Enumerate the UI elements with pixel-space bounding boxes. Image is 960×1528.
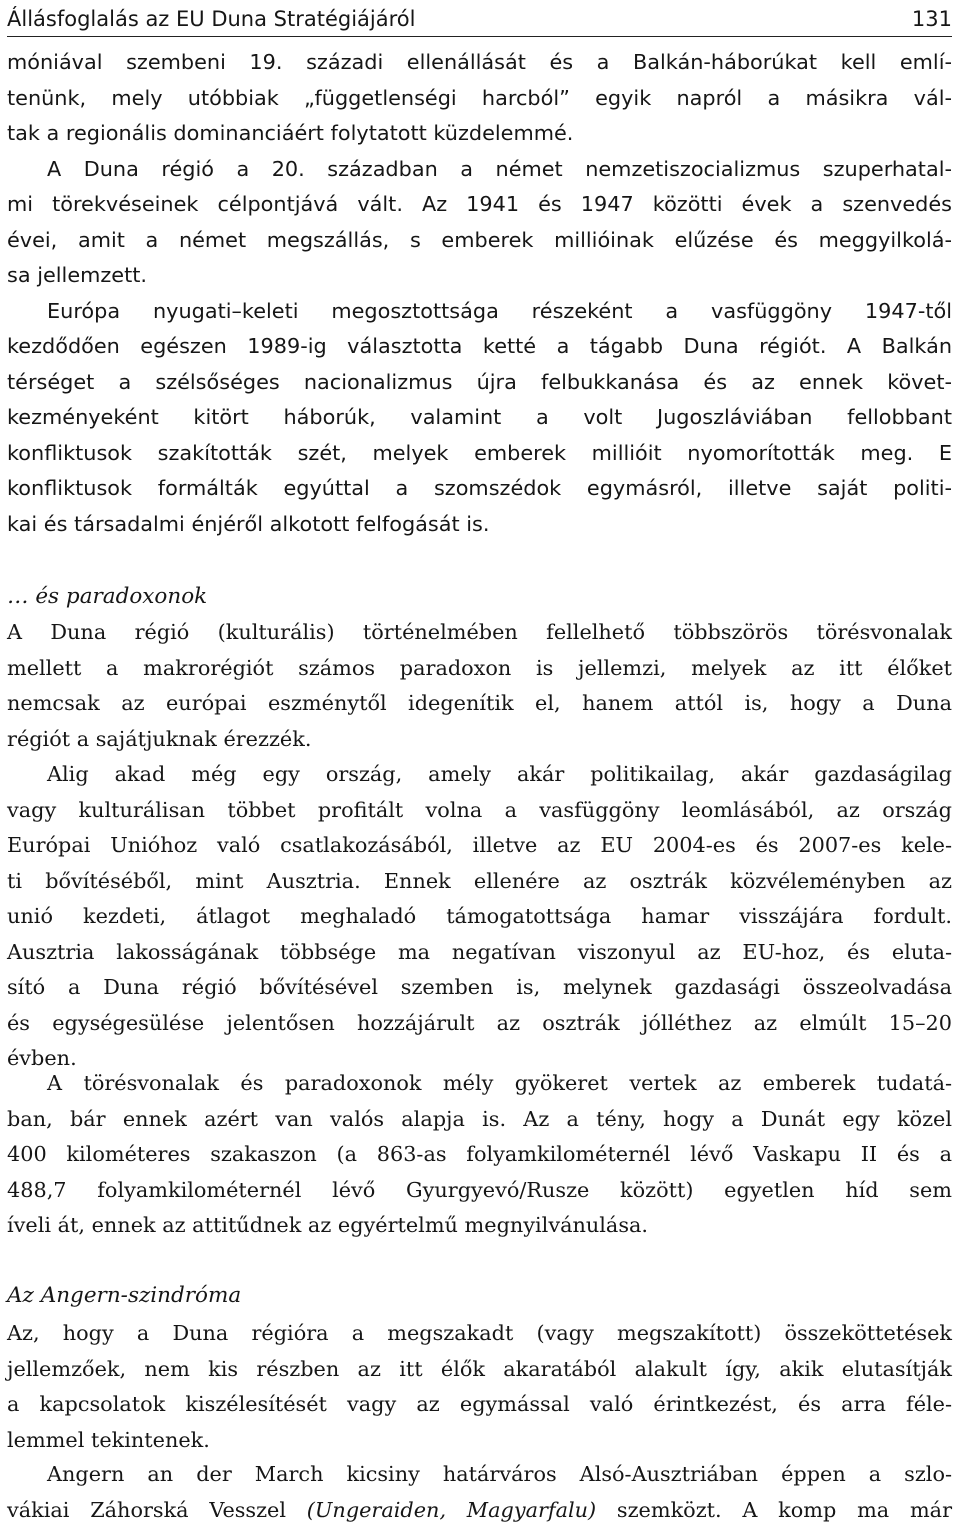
text-line: jellemzőek, nem kis részben az itt élők akaratából alakult így, akik elutasítják (7, 1352, 952, 1388)
text-line: sa jellemzett. (7, 258, 952, 294)
text-line: a kapcsolatok kiszélesítését vagy az egymással való érintkezést, és arra féle- (7, 1387, 952, 1423)
text-line: unió kezdeti, átlagot meghaladó támogatottsága hamar visszájára fordult. (7, 899, 952, 935)
text-line: Ausztria lakosságának többsége ma negatívan viszonyul az EU-hoz, és eluta- (7, 935, 952, 971)
page-number: 131 (912, 2, 952, 36)
text-line: évei, amit a német megszállás, s emberek millióinak elűzése és meggyilkolá- (7, 223, 952, 259)
paragraph (7, 615, 952, 757)
text-line: évben. (7, 1041, 952, 1077)
text-line: konfliktusok szakították szét, melyek emberek millióit nyomorították meg. E (7, 436, 952, 472)
text-line: Európai Unióhoz való csatlakozásából, illetve az EU 2004-es és 2007-es kele- (7, 828, 952, 864)
text-line: nemcsak az európai eszménytől idegenítik el, hanem attól is, hogy a Duna (7, 686, 952, 722)
text-line: mi törekvéseinek célpontjává vált. Az 1941 és 1947 közötti évek a szenvedés (7, 187, 952, 223)
text-line: A Duna régió (kulturális) történelmében fellelhető többszörös törésvonalak (7, 615, 952, 651)
text-line: kezményeként kitört háborúk, valamint a volt Jugoszláviában fellobbant (7, 400, 952, 436)
running-header (7, 2, 952, 37)
paragraph (7, 1457, 952, 1528)
text-span: vákiai Záhorská Vesszel (7, 1498, 307, 1522)
text-line: móniával szembeni 19. századi ellenállását és a Balkán-háborúkat kell emlí- (7, 45, 952, 81)
text-line (7, 1493, 952, 1528)
text-line: 488,7 folyamkilométernél lévő Gyurgyevó/Rusze között) egyetlen híd sem (7, 1173, 952, 1209)
text-line: kai és társadalmi énjéről alkotott felfogását is. (7, 507, 952, 543)
paragraph (7, 757, 952, 1077)
text-line: kezdődően egészen 1989-ig választotta ketté a tágabb Duna régiót. A Balkán (7, 329, 952, 365)
text-line: Európa nyugati–keleti megosztottsága részeként a vasfüggöny 1947-től (7, 294, 952, 330)
paragraph (7, 1316, 952, 1458)
text-line: tak a regionális dominanciáért folytatott küzdelemmé. (7, 116, 952, 152)
text-line: és egységesülése jelentősen hozzájárult az osztrák jólléthez az elmúlt 15–20 (7, 1006, 952, 1042)
text-line: sító a Duna régió bővítésével szemben is, melynek gazdasági összeolvadása (7, 970, 952, 1006)
text-line: A törésvonalak és paradoxonok mély gyökeret vertek az emberek tudatá- (7, 1066, 952, 1102)
italic-span: (Ungeraiden, Magyarfalu) (307, 1498, 596, 1522)
text-line: mellett a makrorégiót számos paradoxon is jellemzi, melyek az itt élőket (7, 651, 952, 687)
text-line: tenünk, mely utóbbiak „függetlenségi harcból” egyik napról a másikra vál- (7, 81, 952, 117)
section-heading: Az Angern-szindróma (7, 1279, 241, 1313)
running-header-title: Állásfoglalás az EU Duna Stratégiájáról (7, 2, 415, 36)
text-line: Angern an der March kicsiny határváros Alsó-Ausztriában éppen a szlo- (7, 1457, 952, 1493)
paragraph (7, 1066, 952, 1244)
text-line: lemmel tekintenek. (7, 1423, 952, 1459)
section-heading: … és paradoxonok (7, 580, 207, 614)
text-line: Alig akad még egy ország, amely akár politikailag, akár gazdaságilag (7, 757, 952, 793)
text-line: Az, hogy a Duna régióra a megszakadt (vagy megszakított) összeköttetések (7, 1316, 952, 1352)
text-line: ti bővítéséből, mint Ausztria. Ennek ellenére az osztrák közvéleményben az (7, 864, 952, 900)
text-line: 400 kilométeres szakaszon (a 863-as folyamkilométernél lévő Vaskapu II és a (7, 1137, 952, 1173)
sans-section (7, 45, 952, 542)
text-line: ban, bár ennek azért van valós alapja is. Az a tény, hogy a Dunát egy közel (7, 1102, 952, 1138)
text-span: szemközt. A komp ma már (596, 1498, 952, 1522)
text-line: régiót a sajátjuknak érezzék. (7, 722, 952, 758)
text-line: konfliktusok formálták egyúttal a szomszédok egymásról, illetve saját politi- (7, 471, 952, 507)
text-line: térséget a szélsőséges nacionalizmus újra felbukkanása és az ennek követ- (7, 365, 952, 401)
text-line: vagy kulturálisan többet profitált volna a vasfüggöny leomlásából, az ország (7, 793, 952, 829)
text-line: íveli át, ennek az attitűdnek az egyértelmű megnyilvánulása. (7, 1208, 952, 1244)
text-line: A Duna régió a 20. században a német nemzetiszocializmus szuperhatal- (7, 152, 952, 188)
